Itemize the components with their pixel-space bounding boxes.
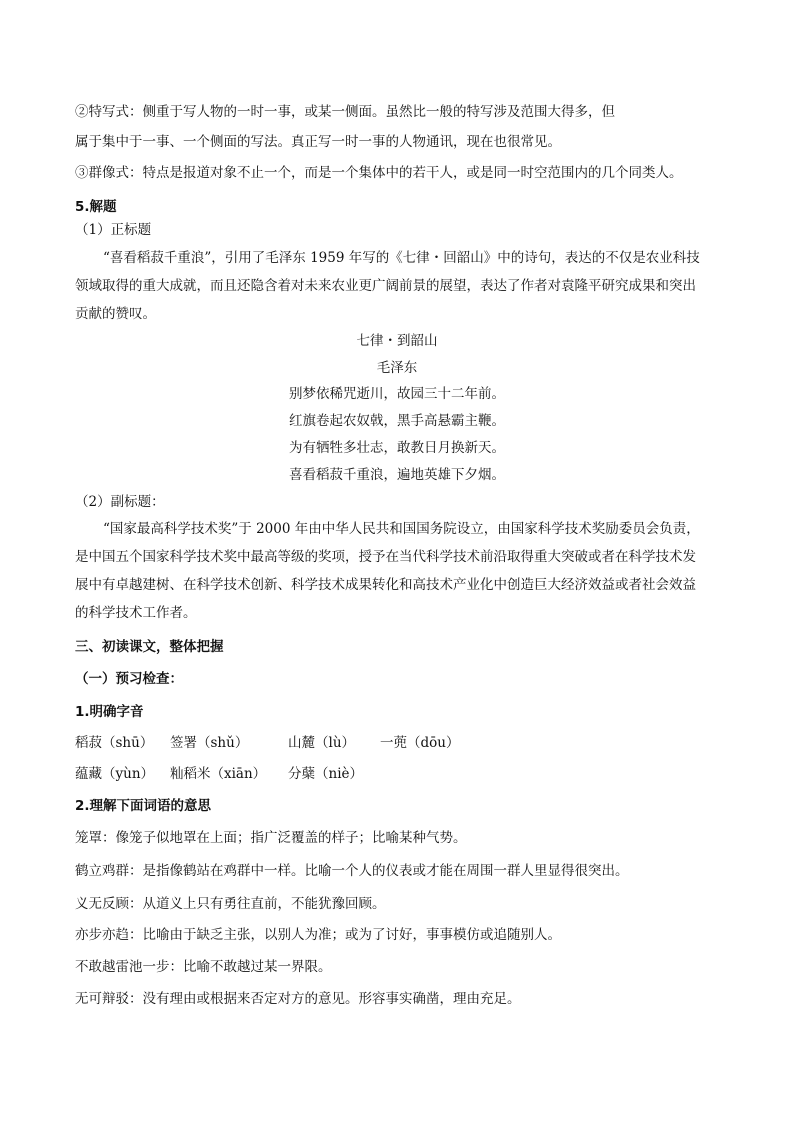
vocab-item: 义无反顾：从道义上只有勇往直前，不能犹豫回顾。 <box>75 896 386 912</box>
main-title-label: （1）正标题 <box>75 222 152 238</box>
section3-heading: 三、初读课文，整体把握 <box>75 639 224 655</box>
pinyin-entry: 稻菽（shū） <box>75 735 154 751</box>
poem-line: 喜看稻菽千重浪，遍地英雄下夕烟。 <box>289 467 505 483</box>
vocab-item: 无可辩驳：没有理由或根据来否定对方的意见。形容事实确凿，理由充足。 <box>75 991 521 1007</box>
subtitle-label: （2）副标题： <box>75 494 165 510</box>
subtitle-para-line-2: 是中国五个国家科学技术奖中最高等级的奖项，授予在当代科学技术前沿取得重大突破或者在科学技术发 <box>75 549 696 565</box>
vocab-item: 亦步亦趋：比喻由于缺乏主张，以别人为准；或为了讨好，事事模仿或追随别人。 <box>75 927 561 943</box>
main-title-para-line-2: 领域取得的重大成就，而且还隐含着对未来农业更广阔前景的展望，表达了作者对袁隆平研究成果和突出 <box>75 278 696 294</box>
pinyin-entry: 一蔸（dōu） <box>380 735 460 751</box>
vocab-item: 不敢越雷池一步：比喻不敢越过某一界限。 <box>75 959 332 975</box>
vocab-heading: 2.理解下面词语的意思 <box>75 798 212 814</box>
poem-line: 别梦依稀咒逝川，故园三十二年前。 <box>289 386 505 402</box>
main-title-para-line-1: “喜看稻菽千重浪”，引用了毛泽东 1959 年写的《七律・回韶山》中的诗句，表达的不仅是农业科技 <box>103 250 700 266</box>
pinyin-entry: 签署（shǔ） <box>170 735 249 751</box>
poem-line: 红旗卷起农奴戟，黑手高悬霸主鞭。 <box>289 413 505 429</box>
pinyin-entry: 蕴藏（yùn） <box>75 766 155 782</box>
poem-title: 七律・到韶山 <box>356 333 438 349</box>
pinyin-entry: 山麓（lù） <box>288 735 356 751</box>
feature-style-line-1: ②特写式：侧重于写人物的一时一事，或某一侧面。虽然比一般的特写涉及范围大得多，但 <box>75 104 615 120</box>
pinyin-heading: 1.明确字音 <box>75 704 144 720</box>
vocab-item: 鹤立鸡群：是指像鹤站在鸡群中一样。比喻一个人的仪表或才能在周围一群人里显得很突出。 <box>75 863 629 879</box>
poem-author: 毛泽东 <box>376 360 418 376</box>
preview-check-heading: （一）预习检查： <box>75 671 183 687</box>
subtitle-para-line-4: 的科学技术工作者。 <box>75 605 197 621</box>
pinyin-entry: 籼稻米（xiān） <box>170 766 267 782</box>
feature-style-line-2: 属于集中于一事、一个侧面的写法。真正写一时一事的人物通讯，现在也很常见。 <box>75 134 561 150</box>
poem-line: 为有牺牲多壮志，敢教日月换新天。 <box>289 440 505 456</box>
subtitle-para-line-3: 展中有卓越建树、在科学技术创新、科学技术成果转化和高技术产业化中创造巨大经济效益或者社会效益 <box>75 577 696 593</box>
subtitle-para-line-1: “国家最高科学技术奖”于 2000 年由中华人民共和国国务院设立，由国家科学技术奖励委员会负责， <box>103 521 700 537</box>
main-title-para-line-3: 贡献的赞叹。 <box>75 306 156 322</box>
group-style-line: ③群像式：特点是报道对象不止一个，而是一个集体中的若干人，或是同一时空范围内的几个同类人。 <box>75 165 683 181</box>
section5-heading: 5.解题 <box>75 199 117 215</box>
pinyin-entry: 分蘖（niè） <box>288 766 364 782</box>
vocab-item: 笼罩：像笼子似地罩在上面；指广泛覆盖的样子；比喻某种气势。 <box>75 830 467 846</box>
